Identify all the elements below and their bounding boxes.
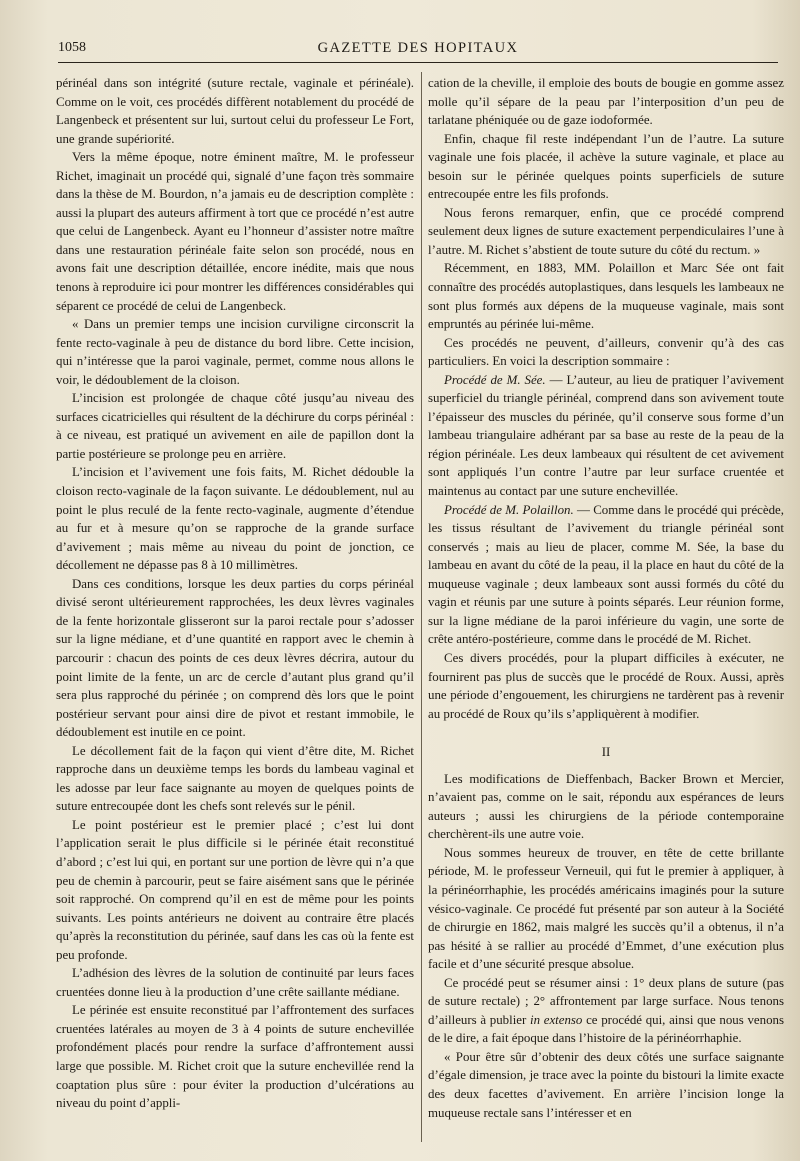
procedure-polaillon-paragraph [428,501,784,649]
paragraph: cation de la cheville, il emploie des bouts de bougie en gomme assez molle qu’il sépare de la peau par l’interposition d’un peu de tarlatane phéniquée ou de gaze iodoformée. [428,76,784,128]
procedure-see-paragraph [428,371,784,501]
procedure-see-text: — L’auteur, au lieu de pratiquer l’avivement superficiel du triangle périnéal, comprend dans son avivement toute l’épaisseur des muscles du périnée, qu’il conserve sous forme d’un lambeau triangulaire adhérant par sa base au reste de la peau de la région périnéale. Les deux lambeaux qui résultent de cet avivement sont appliqués l’un contre l’autre par leur surface cruentée et maintenus au contact par une suture enchevillée. [428,372,785,499]
paragraph: « Dans un premier temps une incision curviligne circonscrit la fente recto-vaginale à peu de distance du bord libre. Cette incision, qui n’intéresse que la paroi vaginale, permet, comme nous allons le voir, le dédoublement de la cloison. [56,317,414,387]
paragraph: Dans ces conditions, lorsque les deux parties du corps périnéal divisé seront ultérieurement rapprochées, les deux lèvres vaginales de la fente horizontale glisseront sur la paroi rectale pour s’adosser sur la ligne médiane, et d’une quantité en rapport avec le chemin à parcourir : chacun des points de ces deux lèvres décrira, autour du point limite de la fente, un arc de cercle d’autant plus grand qu’il sera plus rapproché du périnée ; on comprend dès lors que le point postérieur servant pour ainsi dire de pivot et restant immobile, le dédoublement est inutile en ce point. [56,576,414,740]
resume-paragraph [428,974,784,1048]
paragraph: L’incision et l’avivement une fois faits, M. Richet dédouble la cloison recto-vaginale de la façon suivante. Le dédoublement, nul au point le plus reculé de la fente recto-vaginale, augmente d’étendue au fur et à mesure qu’on se rapproche de la grande surface d’avivement ; mais même au niveau du point de jonction, ce décollement ne dépasse pas 8 à 10 millimètres. [56,465,414,573]
procedure-polaillon-text: — Comme dans le procédé qui précède, les tissus résultant de l’avivement du triangle périnéal sont conservés ; mais au lieu de placer, comme M. Sée, la base du lambeau en avant du côté de la peau, il la place en haut du côté de la muqueuse vaginale ; deux lambeaux sont aussi formés du côté du vagin et réunis par une suture à points séparés. Leur réunion forme, sur la ligne médiane de la paroi inférieure du vagin, une sorte de crête antéro-postérieure, comme dans le procédé de M. Richet. [428,502,784,647]
procedure-polaillon-label: Procédé de M. Polaillon. [444,502,574,517]
page-header [58,36,778,63]
right-column [428,74,784,1122]
paragraph: Nous ferons remarquer, enfin, que ce procédé comprend seulement deux lignes de suture exactement perpendiculaires l’une à l’autre. M. Richet s’abstient de toute suture du côté du rectum. » [428,205,784,257]
left-column [56,74,414,1113]
paragraph: périnéal dans son intégrité (suture rectale, vaginale et périnéale). Comme on le voit, ces procédés diffèrent notablement du procédé de Langenbeck et présentent sur lui, surtout celui du professeur Le Fort, une grande supériorité. [56,76,414,146]
paragraph: Le périnée est ensuite reconstitué par l’affrontement des surfaces cruentées latérales au moyen de 3 à 4 points de suture enchevillée profondément placés pour rendre la surface d’affrontement aussi large que possible. M. Richet croit que la suture enchevillée rend la coaptation plus sûre : pour éviter la production d’ulcérations au niveau du point d’appli- [56,1003,414,1111]
resume-text-after: ce procédé qui, ainsi que nous venons de le dire, a fait époque dans l’histoire de la périnéorrhaphie. [428,1012,784,1046]
paragraph: Le décollement fait de la façon qui vient d’être dite, M. Richet rapproche dans un deuxième temps les bords du lambeau vaginal et les adosse par leur face saignante au moyen de quelques points de suture entrecoupée dont les chefs sont relevés sur le pénil. [56,743,414,814]
paragraph: L’incision est prolongée de chaque côté jusqu’au niveau des surfaces cicatricielles qui résultent de la déchirure du corps périnéal : à ce niveau, est pratiqué un avivement en aile de papillon dont la partie postérieure se prolonge peu en arrière. [56,391,414,461]
paragraph: Ces procédés ne peuvent, d’ailleurs, convenir qu’à des cas particuliers. En voici la description sommaire : [428,335,784,369]
journal-title: GAZETTE DES HOPITAUX [317,40,519,56]
paragraph: Le point postérieur est le premier placé ; c’est lui dont l’application serait le plus difficile si le périnée était reconstitué d’abord ; c’est lui qui, en portant sur une portion de lèvre qui n’a que peu de chemin à parcourir, peut se faire aisément sans que le périnée soit rapproché. On comprend qu’il en est de même pour les points suivants. Les points antérieurs ne doivent au contraire être placés qu’après la reconstitution du périnée, sauf dans les cas où la fente est peu profonde. [56,817,414,962]
paragraph: Vers la même époque, notre éminent maître, M. le professeur Richet, imaginait un procédé qui, signalé d’une façon très sommaire dans la thèse de M. Bourdon, n’a jamais eu de description complète : aussi la plupart des auteurs affirment à tort que ce procédé n’est autre que celui de Langenbeck. Ayant eu l’honneur d’assister notre maître dans une restauration périnéale faite selon son procédé, nous en avons fait une description détaillée, encore inédite, mais que nous tenons à reproduire ici pour montrer les différences considérables qui séparent ce procédé de celui de Langenbeck. [56,150,414,313]
paragraph: Récemment, en 1883, MM. Polaillon et Marc Sée ont fait connaître des procédés autoplastiques, dans lesquels les lambeaux ne sont plus formés aux dépens de la muqueuse vaginale, mais sont empruntés au périnée lui-même. [428,261,784,332]
page-number: 1058 [58,40,86,55]
procedure-see-label: Procédé de M. Sée. [444,372,546,387]
in-extenso-italic: in extenso [530,1012,583,1027]
section-heading: II [601,745,611,760]
resume-text-before: Ce procédé peut se résumer ainsi : 1° deux plans de suture (pas de suture rectale) ; 2° affrontement par large surface. Nous tenons d’ailleurs à publier [428,975,784,1027]
paragraph: Ces divers procédés, pour la plupart difficiles à exécuter, ne fournirent pas plus de succès que le procédé de Roux. Aussi, après une période d’engouement, les chirurgiens ne tardèrent pas à revenir au procédé de Roux qu’ils s’appliquèrent à modifier. [428,650,784,721]
paragraph: Les modifications de Dieffenbach, Backer Brown et Mercier, n’avaient pas, comme on le sait, répondu aux espérances de leurs auteurs ; aussi les chirurgiens de la période contemporaine cherchèrent-ils une autre voie. [428,771,784,842]
paragraph: « Pour être sûr d’obtenir des deux côtés une surface saignante d’égale dimension, je trace avec la pointe du bistouri la limite exacte des deux facettes d’avivement. En arrière l’incision longe la muqueuse rectale sans l’intéresser et en [428,1049,784,1120]
paragraph: Nous sommes heureux de trouver, en tête de cette brillante période, M. le professeur Verneuil, qui fut le premier à appliquer, à la périnéorrhaphie, les procédés américains imaginés pour la suture vésico-vaginale. Ce procédé fut présenté par son auteur à la Société de chirurgie en 1862, mais malgré les succès qu’il a obtenus, il n’a pas hésité à se rallier au procédé d’Emmet, d’une exécution plus facile et d’une sécurité presque absolue. [428,845,784,972]
paragraph: L’adhésion des lèvres de la solution de continuité par leurs faces cruentées donne lieu à la production d’une crête saillante médiane. [56,966,414,999]
column-divider [421,72,422,1142]
paragraph: Enfin, chaque fil reste indépendant l’un de l’autre. La suture vaginale une fois placée, il achève la suture vaginale, et place au besoin sur le périnée quelques points superficiels de suture entrecoupée entre les fils profonds. [428,131,784,202]
